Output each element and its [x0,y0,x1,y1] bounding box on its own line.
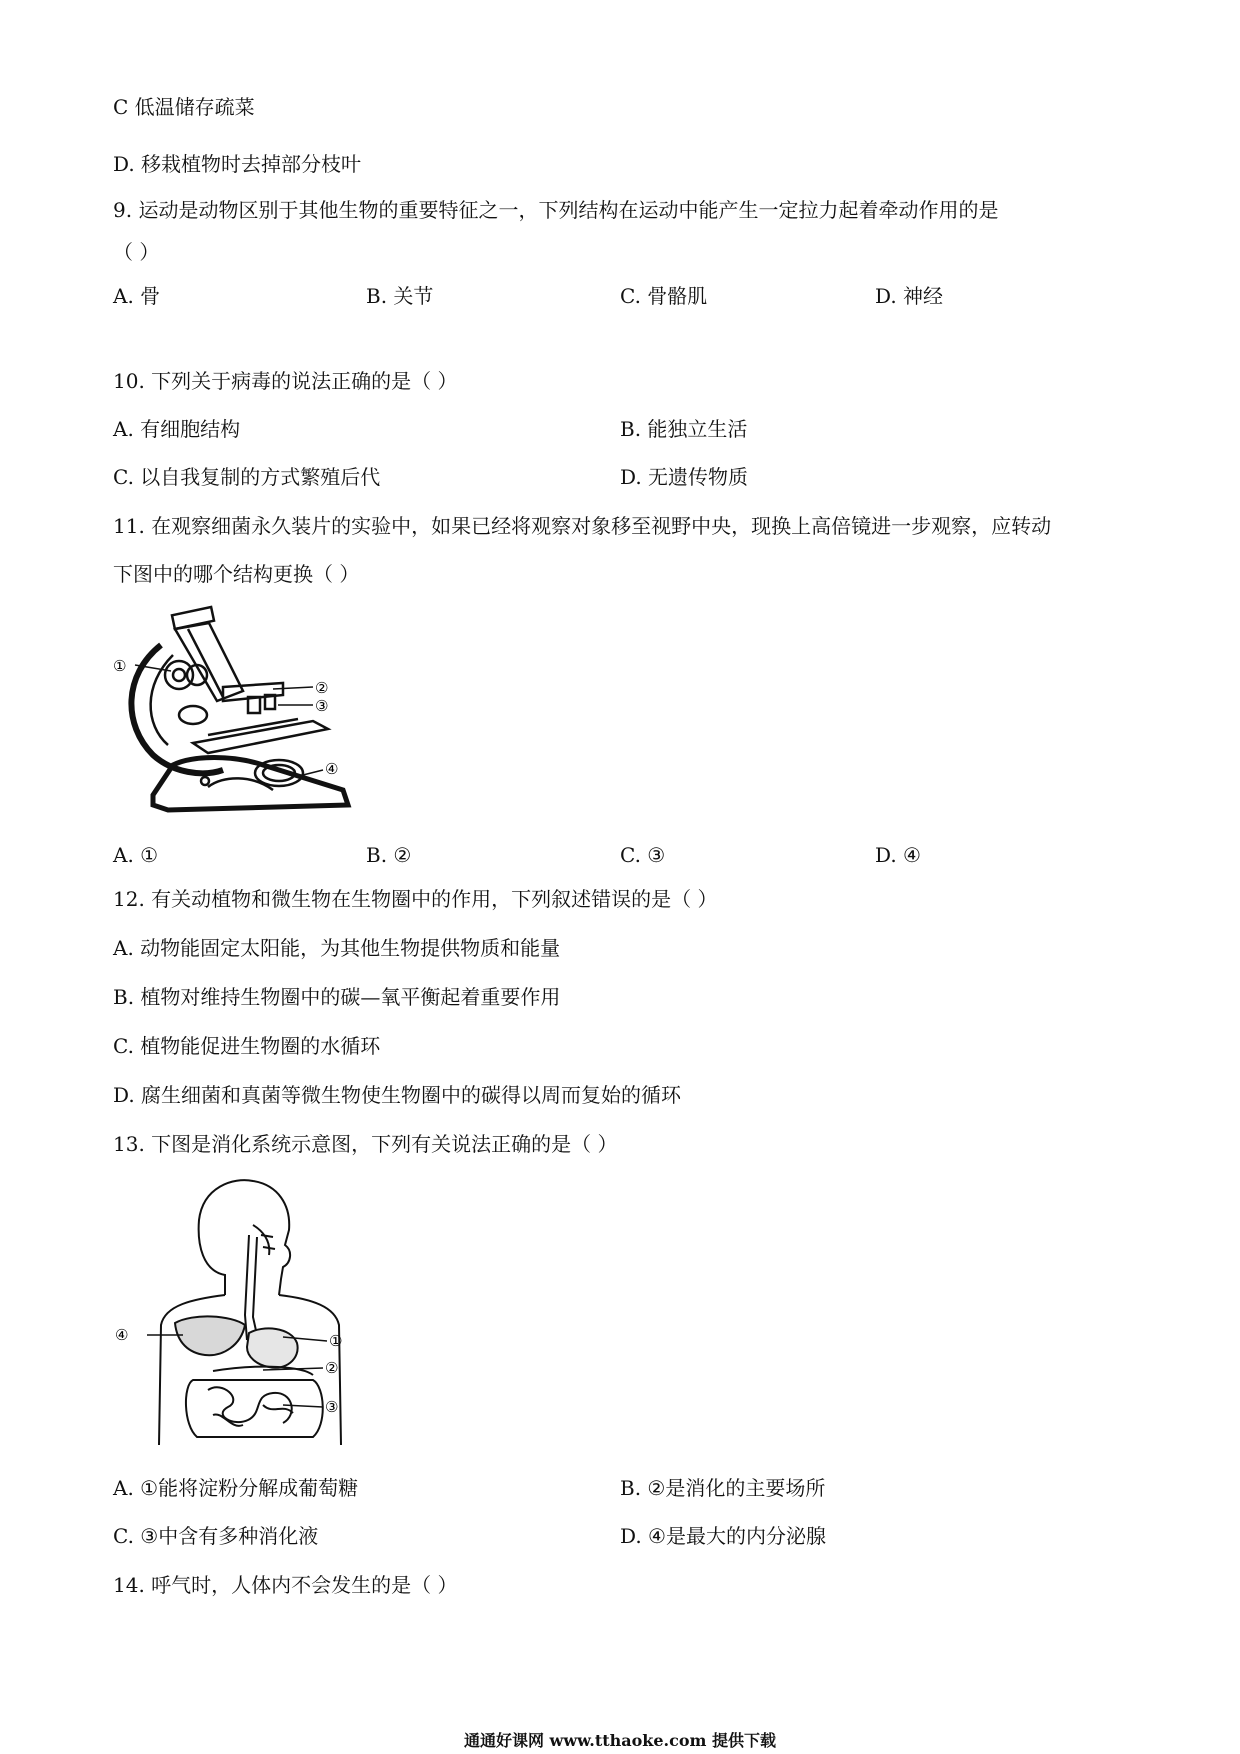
q12-stem: 12. 有关动植物和微生物在生物圈中的作用，下列叙述错误的是（ ） [113,887,718,911]
q11-stem-line2: 下图中的哪个结构更换（ ） [113,562,360,586]
q9-stem-line2: （ ） [113,240,160,264]
digestive-label-3: ③ [325,1398,339,1416]
microscope-label-4: ④ [325,760,339,778]
q13-stem: 13. 下图是消化系统示意图，下列有关说法正确的是（ ） [113,1132,618,1156]
q9-stem-line1: 9. 运动是动物区别于其他生物的重要特征之一，下列结构在运动中能产生一定拉力起着牵动作用的是 [113,198,999,222]
q12-option-b: B. 植物对维持生物圈中的碳—氧平衡起着重要作用 [113,985,561,1009]
q10-option-a: A. 有细胞结构 [113,417,241,441]
q10-option-c: C. 以自我复制的方式繁殖后代 [113,465,381,489]
q11-option-b: B. ② [366,843,412,867]
q11-stem-line1: 11. 在观察细菌永久装片的实验中，如果已经将观察对象移至视野中央，现换上高倍镜进一步观察，应转动 [113,514,1052,538]
microscope-figure [113,605,383,815]
microscope-label-1: ① [113,657,127,675]
q9-option-c: C. 骨骼肌 [620,284,708,308]
page-footer: 通通好课网 www.tthaoke.com 提供下载 [463,1731,777,1750]
q11-option-c: C. ③ [620,843,666,867]
digestive-label-1: ① [329,1332,343,1350]
digestive-system-figure [113,1175,383,1455]
digestive-label-2: ② [325,1359,339,1377]
q8-option-d: D. 移栽植物时去掉部分枝叶 [113,152,362,176]
digestive-label-4: ④ [115,1326,129,1344]
q9-option-b: B. 关节 [366,284,434,308]
q12-option-d: D. 腐生细菌和真菌等微生物使生物圈中的碳得以周而复始的循环 [113,1083,682,1107]
q13-option-b: B. ②是消化的主要场所 [620,1476,826,1500]
q10-option-b: B. 能独立生活 [620,417,748,441]
q14-stem: 14. 呼气时，人体内不会发生的是（ ） [113,1573,458,1597]
q8-option-c: C 低温储存疏菜 [113,95,255,119]
microscope-label-2: ② [315,679,329,697]
q11-option-d: D. ④ [875,843,921,867]
microscope-label-3: ③ [315,697,329,715]
q12-option-a: A. 动物能固定太阳能，为其他生物提供物质和能量 [113,936,561,960]
q9-option-a: A. 骨 [113,284,161,308]
q13-option-a: A. ①能将淀粉分解成葡萄糖 [113,1476,359,1500]
q11-option-a: A. ① [113,843,159,867]
q13-option-c: C. ③中含有多种消化液 [113,1524,319,1548]
q13-option-d: D. ④是最大的内分泌腺 [620,1524,826,1548]
q9-option-d: D. 神经 [875,284,944,308]
q10-stem: 10. 下列关于病毒的说法正确的是（ ） [113,369,458,393]
q10-option-d: D. 无遗传物质 [620,465,749,489]
q12-option-c: C. 植物能促进生物圈的水循环 [113,1034,381,1058]
